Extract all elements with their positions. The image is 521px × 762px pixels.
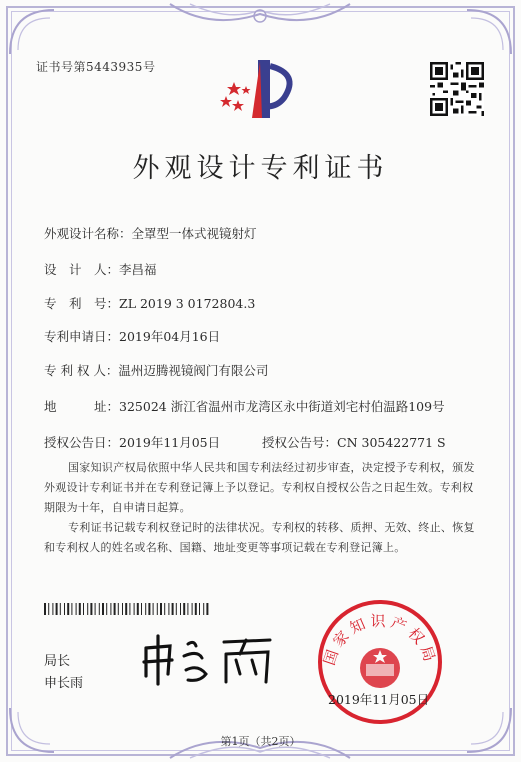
grant-date-label: 授权公告日： xyxy=(44,435,120,450)
legal-paragraph-2: 专利证书记载专利权登记时的法律状况。专利权的转移、质押、无效、终止、恢复和专利权人的姓名或名称、国籍、地址变更等事项记载在专利登记簿上。 xyxy=(44,521,475,554)
patentee-value: 温州迈腾视镜阀门有限公司 xyxy=(118,363,269,378)
filing-date-label: 专利申请日： xyxy=(44,329,120,344)
design-name-value: 全罩型一体式视镜射灯 xyxy=(131,226,257,241)
address-row xyxy=(44,397,445,415)
grant-no-value: CN 305422771 S xyxy=(337,435,446,450)
address-value: 325024 浙江省温州市龙湾区永中街道刘宅村伯温路109号 xyxy=(119,399,445,414)
patent-no-value: ZL 2019 3 0172804.3 xyxy=(119,296,256,311)
top-ornament-icon xyxy=(150,0,370,34)
page-number: 第1页（共2页） xyxy=(220,735,301,748)
handwritten-signature xyxy=(140,630,280,690)
commissioner-title: 局长 xyxy=(44,653,71,668)
grant-date-row xyxy=(44,433,220,451)
grant-no-label: 授权公告号： xyxy=(262,435,338,450)
certificate-title: 外观设计专利证书 xyxy=(132,153,389,184)
qr-code-icon xyxy=(430,62,484,116)
grant-no-row xyxy=(262,433,446,451)
patent-no-label: 专 利 号： xyxy=(44,296,120,311)
patent-office-logo-icon xyxy=(214,56,304,126)
certificate-number: 证书号第5443935号 xyxy=(36,60,156,74)
address-label: 地 址： xyxy=(44,399,120,414)
corner-ornament-icon xyxy=(457,698,517,758)
designer-row xyxy=(44,260,157,278)
patentee-row xyxy=(44,361,268,379)
seal-date: 2019年11月05日 xyxy=(328,692,430,707)
designer-value: 李昌福 xyxy=(119,262,157,277)
legal-paragraph-1: 国家知识产权局依照中华人民共和国专利法经过初步审查，决定授予专利权，颁发外观设计专利证书并在专利登记簿上予以登记。专利权自授权公告之日起生效。专利权期限为十年，自申请日起算。 xyxy=(44,461,475,514)
design-name-row xyxy=(44,224,257,242)
seal-text: 国家知识产权局 xyxy=(320,612,440,668)
barcode-icon xyxy=(44,603,209,615)
patent-no-row xyxy=(44,294,255,312)
design-name-label: 外观设计名称： xyxy=(44,226,132,241)
designer-label: 设 计 人： xyxy=(44,262,120,277)
commissioner-name: 申长雨 xyxy=(44,675,84,690)
filing-date-row xyxy=(44,327,220,345)
patentee-label: 专 利 权 人： xyxy=(44,363,119,378)
corner-ornament-icon xyxy=(4,4,64,64)
corner-ornament-icon xyxy=(4,698,64,758)
grant-date-value: 2019年11月05日 xyxy=(119,435,221,450)
filing-date-value: 2019年04月16日 xyxy=(119,329,221,344)
corner-ornament-icon xyxy=(457,4,517,64)
